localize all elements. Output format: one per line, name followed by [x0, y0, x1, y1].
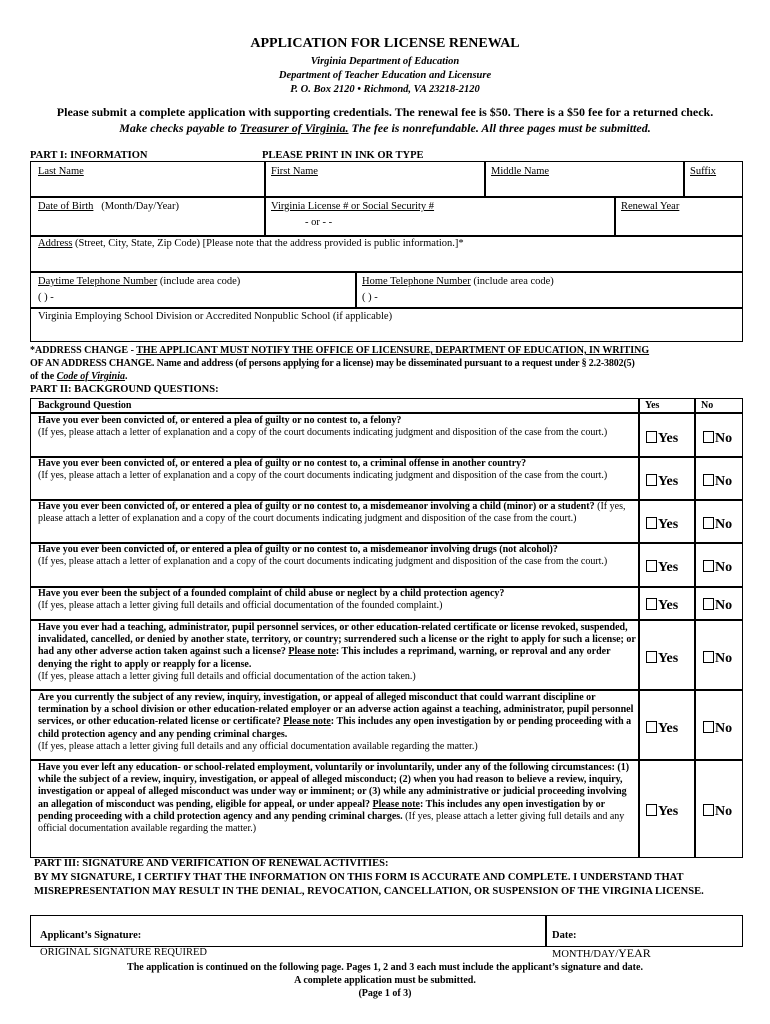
column-header-no: No — [701, 400, 714, 411]
form-title: APPLICATION FOR LICENSE RENEWAL — [250, 36, 520, 51]
part3-heading: PART III: SIGNATURE AND VERIFICATION OF RENEWAL ACTIVITIES: — [34, 858, 389, 869]
checkbox-icon — [703, 474, 714, 486]
print-note: PLEASE PRINT IN INK OR TYPE — [262, 150, 424, 161]
checkbox-icon — [646, 431, 657, 443]
dob-field[interactable]: Date of Birth (Month/Day/Year) — [38, 201, 179, 212]
q3-yes-checkbox[interactable]: Yes — [646, 517, 678, 533]
q5-yes-checkbox[interactable]: Yes — [646, 598, 678, 614]
footer-continued-note: The application is continued on the following page. Pages 1, 2 and 3 each must include the applicant’s signature and date. — [127, 962, 643, 973]
mailing-address: P. O. Box 2120 • Richmond, VA 23218-2120 — [290, 84, 480, 95]
checkbox-icon — [703, 431, 714, 443]
q2-yes-checkbox[interactable]: Yes — [646, 474, 678, 490]
division-name: Department of Teacher Education and Licensure — [278, 70, 492, 81]
column-header-yes: Yes — [645, 400, 660, 411]
part1-heading: PART I: INFORMATION — [30, 150, 148, 161]
q4-yes-checkbox[interactable]: Yes — [646, 560, 678, 576]
question-7: Are you currently the subject of any review, inquiry, investigation, or appeal of alleged misconduct that could warrant discipline or termination by a school division or other education-related employer or an adverse action against a teaching, administrator, pupil personnel services, or other education-related license or certificate? Please note: This includes any open investigation by or pending proceeding with a child protection agency and any pending criminal charges. (If yes, please attach a letter giving full details and any official documentation available regarding the matter.) — [38, 692, 634, 752]
question-6: Have you ever had a teaching, administrator, pupil personnel services, or other education-related certificate or license revoked, suspended, invalidated, cancelled, or denied by another state, territory, or country; surrendered such a license or the right to apply for such a license; or had any other adverse action taken against such a license? Please note: This includes a reprimand, warning, or reproval and any order denying the right to apply or reapply for a license. (If yes, please attach a letter giving full details and official documentation of the action taken.) — [38, 622, 636, 682]
middle-name-field[interactable]: Middle Name — [491, 166, 550, 177]
checkbox-icon — [703, 517, 714, 529]
payee-name: Treasurer of Virginia. — [239, 121, 349, 135]
footer-complete-note: A complete application must be submitted. — [294, 975, 476, 986]
first-name-field[interactable]: First Name — [271, 166, 318, 177]
question-8: Have you ever left any education- or school-related employment, voluntarily or involuntarily, under any of the following circumstances: (1) while the subject of a review, inquiry, investigation, or appeal of alleged misconduct; (2) when you had reason to believe a review, inquiry, investigation or appeal of alleged misconduct was under way or imminent; or (3) while any administrative or judicial proceeding involving an allegation of misconduct was pending, eligible for appeal, or under appeal? Please note: This includes any open investigation by or pending proceeding with a child protection agency and any pending criminal charges. (If yes, please attach a letter giving full details and any official documentation available regarding the matter.) — [38, 762, 630, 835]
checkbox-icon — [703, 651, 714, 663]
address-change-notice: *ADDRESS CHANGE - THE APPLICANT MUST NOTIFY THE OFFICE OF LICENSURE, DEPARTMENT OF EDUCATION, IN WRITING OF AN ADDRESS CHANGE. Name and address (of persons applying for a license) may be disseminated pursuant to a request under § 2.2-3802(5) of the Code of Virginia. — [30, 345, 650, 382]
checkbox-icon — [646, 651, 657, 663]
date-field[interactable]: Date: — [552, 930, 577, 941]
intro-fee-text: Please submit a complete application with supporting credentials. The renewal fee is $50. There is a $50 fee for a returned check. — [56, 105, 714, 119]
original-signature-note: ORIGINAL SIGNATURE REQUIRED — [40, 947, 208, 958]
signature-field[interactable]: Applicant’s Signature: — [40, 930, 142, 941]
checkbox-icon — [646, 721, 657, 733]
q7-no-checkbox[interactable]: No — [703, 721, 732, 737]
checkbox-icon — [703, 560, 714, 572]
intro-payment-text: Make checks payable to Treasurer of Virginia. The fee is nonrefundable. All three pages must be submitted. — [119, 121, 651, 135]
q6-no-checkbox[interactable]: No — [703, 651, 732, 667]
q8-no-checkbox[interactable]: No — [703, 804, 732, 820]
license-ssn-separators: - or - - — [305, 217, 333, 228]
employer-field[interactable]: Virginia Employing School Division or Accredited Nonpublic School (if applicable) — [38, 311, 393, 322]
question-5: Have you ever been the subject of a founded complaint of child abuse or neglect by a child protection agency? (If yes, please attach a letter giving full details and official documentation of the founded complaint.) — [38, 588, 505, 612]
checkbox-icon — [703, 598, 714, 610]
checkbox-icon — [703, 721, 714, 733]
checkbox-icon — [646, 598, 657, 610]
checkbox-icon — [703, 804, 714, 816]
q4-no-checkbox[interactable]: No — [703, 560, 732, 576]
license-ssn-field[interactable]: Virginia License # or Social Security # — [271, 201, 435, 212]
question-3: Have you ever been convicted of, or entered a plea of guilty or no contest to, a misdemeanor involving a child (minor) or a student? (If yes, please attach a letter of explanation and a copy of the court documents indicating judgment and disposition of the case from the court.) — [38, 501, 626, 525]
checkbox-icon — [646, 517, 657, 529]
home-phone-field[interactable]: Home Telephone Number (include area code) — [362, 276, 554, 287]
home-phone-format: ( ) - — [362, 292, 378, 303]
q6-yes-checkbox[interactable]: Yes — [646, 651, 678, 667]
certification-statement: BY MY SIGNATURE, I CERTIFY THAT THE INFORMATION ON THIS FORM IS ACCURATE AND COMPLETE. I UNDERSTAND THAT MISREPRESENTATION MAY RESULT IN THE DENIAL, REVOCATION, CANCELLATION, OR SUSPENSION OF THE VIRGINIA LICENSE. — [34, 872, 704, 897]
part2-heading: PART II: BACKGROUND QUESTIONS: — [30, 384, 219, 395]
question-1: Have you ever been convicted of, or entered a plea of guilty or no contest to, a felony? (If yes, please attach a letter of explanation and a copy of the court documents indicating judgment and disposition of the case from the court.) — [38, 415, 608, 439]
column-header-question: Background Question — [38, 400, 132, 411]
last-name-field[interactable]: Last Name — [38, 166, 84, 177]
q7-yes-checkbox[interactable]: Yes — [646, 721, 678, 737]
date-format-note: MONTH/DAY/YEAR — [552, 946, 651, 960]
q1-yes-checkbox[interactable]: Yes — [646, 431, 678, 447]
checkbox-icon — [646, 474, 657, 486]
page-number: (Page 1 of 3) — [358, 988, 412, 999]
q5-no-checkbox[interactable]: No — [703, 598, 732, 614]
question-4: Have you ever been convicted of, or entered a plea of guilty or no contest to, a misdemeanor involving drugs (not alcohol)? (If yes, please attach a letter of explanation and a copy of the court documents indicating judgment and disposition of the case from the court.) — [38, 544, 608, 568]
q3-no-checkbox[interactable]: No — [703, 517, 732, 533]
question-2: Have you ever been convicted of, or entered a plea of guilty or no contest to, a criminal offense in another country? (If yes, please attach a letter of explanation and a copy of the court documents indicating judgment and disposition of the case from the court.) — [38, 458, 608, 482]
q1-no-checkbox[interactable]: No — [703, 431, 732, 447]
q8-yes-checkbox[interactable]: Yes — [646, 804, 678, 820]
daytime-phone-format: ( ) - — [38, 292, 54, 303]
daytime-phone-field[interactable]: Daytime Telephone Number (include area code) — [38, 276, 241, 287]
q2-no-checkbox[interactable]: No — [703, 474, 732, 490]
checkbox-icon — [646, 560, 657, 572]
department-name: Virginia Department of Education — [310, 56, 460, 67]
suffix-field[interactable]: Suffix — [690, 166, 717, 177]
address-field[interactable]: Address (Street, City, State, Zip Code) [Please note that the address provided is public information.]* — [38, 238, 464, 249]
renewal-year-field[interactable]: Renewal Year — [621, 201, 680, 212]
checkbox-icon — [646, 804, 657, 816]
